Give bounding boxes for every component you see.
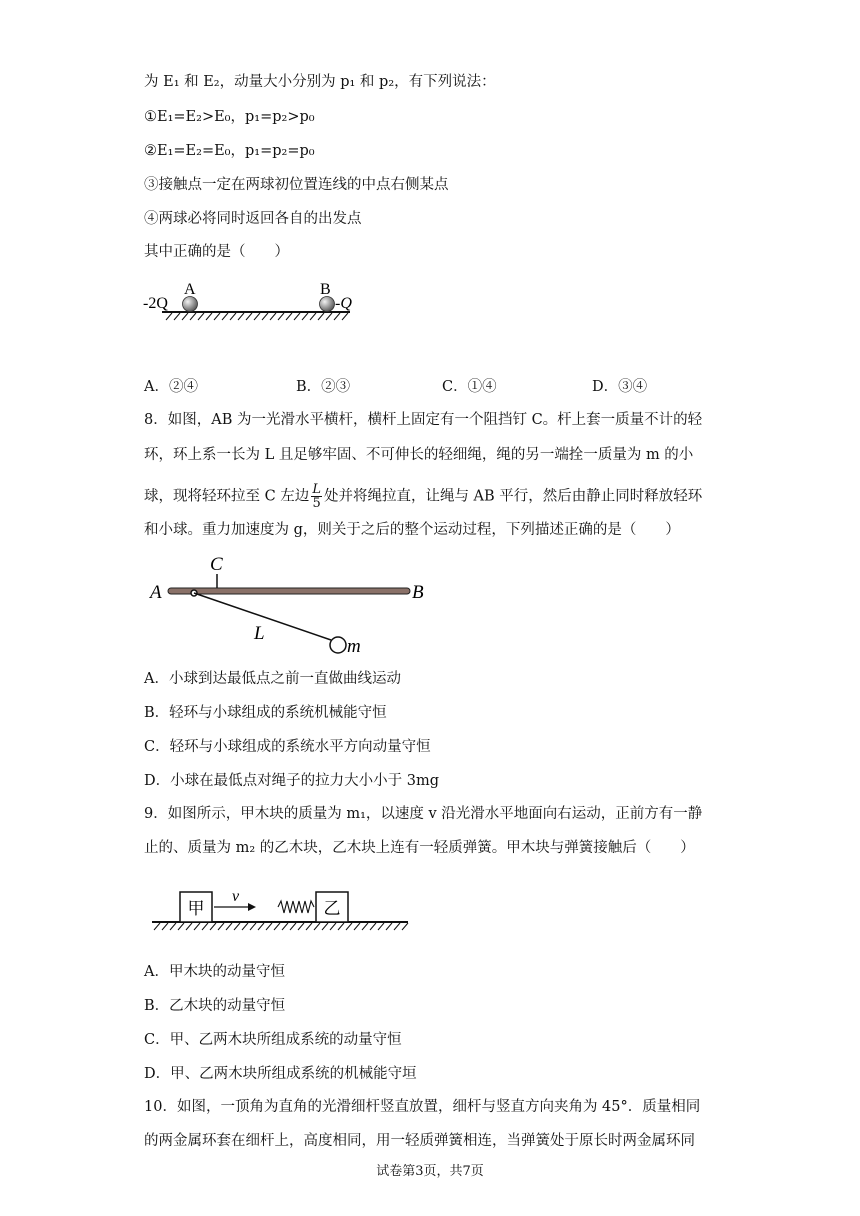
q8-option-b: B．轻环与小球组成的系统机械能守恒 [144,705,387,721]
q9-line-1: 9．如图所示，甲木块的质量为 m₁，以速度 v 沿光滑水平地面向右运动，正前方有一静 [144,806,703,822]
q8-label-a: A [150,582,162,603]
q8-line-3-b: 处并将绳拉直，让绳与 AB 平行，然后由静止同时释放轻环 [323,488,703,505]
q7-statement-1: ①E₁=E₂>E₀，p₁=p₂>p₀ [144,109,315,125]
q8-line-4: 和小球。重力加速度为 g，则关于之后的整个运动过程，下列描述正确的是（ ） [144,522,680,538]
page-footer: 试卷第3页，共7页 [376,1164,484,1179]
q7-charge-a: -2Q [143,295,168,312]
q7-label-b: B [320,281,331,298]
q7-statement-3: ③接触点一定在两球初位置连线的中点右侧某点 [144,177,449,193]
q8-fraction-denominator: 5 [312,496,321,511]
q8-figure [140,552,440,660]
q7-option-c: C．①④ [442,379,497,395]
q7-line-1: 为 E₁ 和 E₂，动量大小分别为 p₁ 和 p₂，有下列说法： [144,74,496,90]
q9-arrow-head [248,903,256,911]
q9-block-yi-label: 乙 [323,899,341,919]
q9-spring [278,901,314,913]
q7-prompt: 其中正确的是（ ） [144,244,289,260]
q9-figure [150,884,412,932]
q9-velocity-label: v [232,888,240,905]
q10-line-1: 10．如图，一顶角为直角的光滑细杆竖直放置，细杆与竖直方向夹角为 45°．质量相同 [144,1099,701,1115]
q7-option-a: A．②④ [144,379,198,395]
q7-option-b: B．②③ [296,379,351,395]
q8-line-1: 8．如图，AB 为一光滑水平横杆，横杆上固定有一个阻挡钉 C。杆上套一质量不计的轻 [144,412,703,428]
q10-line-2: 的两金属环套在细杆上，高度相同，用一轻质弹簧相连，当弹簧处于原长时两金属环同 [144,1133,695,1149]
q8-rod [168,588,410,594]
q9-option-c: C．甲、乙两木块所组成系统的动量守恒 [144,1032,402,1048]
q8-ball-m [330,637,346,653]
q9-block-jia-label: 甲 [187,899,205,919]
q9-option-d: D．甲、乙两木块所组成系统的机械能守垣 [144,1066,417,1082]
q7-ground-hatch [166,313,348,320]
q8-option-c: C．轻环与小球组成的系统水平方向动量守恒 [144,739,431,755]
q9-option-a: A．甲木块的动量守恒 [144,964,285,980]
q7-ball-a [183,297,198,312]
q8-label-c: C [210,554,223,575]
q7-ball-b [320,297,335,312]
q8-line-2: 环，环上系一长为 L 且足够牢固、不可伸长的轻细绳，绳的另一端拴一质量为 m 的小 [144,447,694,463]
q8-line-3 [144,483,702,510]
q7-charge-b: -Q [335,295,352,312]
q8-label-l: L [254,623,265,644]
q8-label-m: m [347,636,361,657]
q8-fraction [311,483,322,510]
q7-figure [140,276,360,326]
q8-option-d: D．小球在最低点对绳子的拉力大小小于 3mg [144,773,439,789]
q9-ground-hatch [154,923,408,930]
q8-label-b: B [412,582,424,603]
q8-option-a: A．小球到达最低点之前一直做曲线运动 [144,671,401,687]
q9-option-b: B．乙木块的动量守恒 [144,998,286,1014]
q7-statement-2: ②E₁=E₂=E₀，p₁=p₂=p₀ [144,143,315,159]
q9-line-2: 止的、质量为 m₂ 的乙木块，乙木块上连有一轻质弹簧。甲木块与弹簧接触后（ ） [144,840,695,856]
q7-statement-4: ④两球必将同时返回各自的出发点 [144,211,362,227]
q8-line-3-a: 球，现将轻环拉至 C 左边 [144,488,310,505]
q7-option-d: D．③④ [592,379,648,395]
q8-fraction-numerator: L [312,482,321,497]
q7-label-a: A [184,281,196,298]
